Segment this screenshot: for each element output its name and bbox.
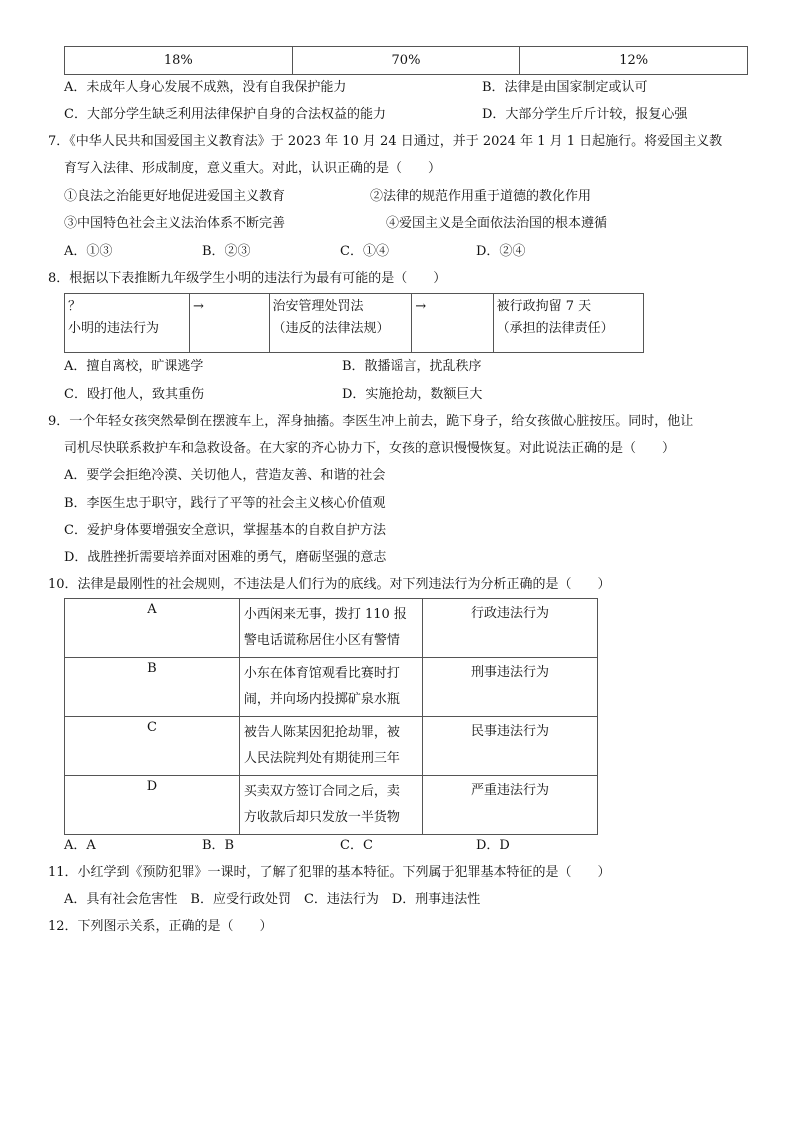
table-row — [65, 658, 598, 717]
q10-option-b: B．B — [202, 838, 235, 853]
q10-stem: 10．法律是最刚性的社会规则，不违法是人们行为的底线。对下列违法行为分析正确的是（ ） — [48, 577, 611, 592]
q10-option-d: D．D — [476, 838, 510, 853]
q10-table — [64, 598, 598, 835]
q8-table — [64, 293, 644, 353]
q7-stem-line1: 7．《中华人民共和国爱国主义教育法》于 2023 年 10 月 24 日通过，并于 2024 年 1 月 1 日起施行。将爱国主义教 — [48, 134, 723, 149]
q10-option-a: A．A — [64, 838, 96, 853]
q8-cell-arrow-2 — [412, 294, 493, 353]
q10-row-type: 严重违法行为 — [423, 776, 598, 835]
q8-act-label: 小明的违法行为 — [68, 321, 160, 336]
q6-option-d: D．大部分学生斤斤计较，报复心强 — [482, 107, 688, 122]
q9-option-d: D．战胜挫折需要培养面对困难的勇气，磨砺坚强的意志 — [64, 550, 387, 565]
q8-law-name: 治安管理处罚法 — [272, 299, 364, 314]
q8-option-d: D．实施抢劫，数额巨大 — [342, 387, 483, 402]
q8-option-a: A．擅自离校，旷课逃学 — [64, 359, 204, 374]
q7-option-a: A．①③ — [64, 244, 113, 259]
q10-row-type: 行政违法行为 — [423, 599, 598, 658]
percentage-cell-2: 70% — [292, 47, 520, 75]
q8-cell-law — [269, 294, 412, 353]
q8-result-text: 被行政拘留 7 天 — [496, 299, 592, 314]
q9-option-a: A．要学会拒绝冷漠、关切他人，营造友善、和谐的社会 — [64, 468, 386, 483]
q10-row-type: 刑事违法行为 — [423, 658, 598, 717]
q7-option-c: C．①④ — [340, 244, 389, 259]
q10-row-description — [239, 776, 422, 835]
arrow-icon: → — [193, 299, 204, 314]
q6-option-c: C．大部分学生缺乏利用法律保护自身的合法权益的能力 — [64, 107, 386, 122]
q9-stem-line2: 司机尽快联系救护车和急救设备。在大家的齐心协力下，女孩的意识慢慢恢复。对此说法正确的是（ ） — [64, 441, 676, 456]
q10-desc-line1: 小西闲来无事，拨打 110 报 — [243, 607, 407, 622]
q10-option-c: C．C — [340, 838, 373, 853]
table-row — [65, 599, 598, 658]
q10-row-description — [239, 658, 422, 717]
q7-option-b: B．②③ — [202, 244, 251, 259]
q10-desc-line1: 被告人陈某因犯抢劫罪，被 — [243, 725, 400, 740]
q8-stem: 8．根据以下表推断九年级学生小明的违法行为最有可能的是（ ） — [48, 271, 447, 286]
q7-stem-line2: 育写入法律、形成制度，意义重大。对此，认识正确的是（ ） — [64, 161, 442, 176]
q8-law-label: （违反的法律法规） — [272, 321, 390, 336]
q7-statement-2: ②法律的规范作用重于道德的教化作用 — [370, 189, 592, 204]
q10-desc-line1: 买卖双方签订合同之后，卖 — [243, 784, 400, 799]
q6-option-b: B．法律是由国家制定或认可 — [482, 80, 648, 95]
q12-stem: 12．下列图示关系，正确的是（ ） — [48, 919, 273, 934]
q10-desc-line2: 警电话谎称居住小区有警情 — [243, 633, 400, 648]
q8-cell-arrow-1 — [190, 294, 269, 353]
q8-cell-unknown — [65, 294, 190, 353]
q8-cell-result — [493, 294, 643, 353]
q10-row-key: A — [65, 599, 240, 658]
q9-option-c: C．爱护身体要增强安全意识，掌握基本的自救自护方法 — [64, 523, 386, 538]
q11-stem: 11．小红学到《预防犯罪》一课时，了解了犯罪的基本特征。下列属于犯罪基本特征的是（ ） — [48, 865, 611, 880]
q8-option-b: B．散播谣言，扰乱秩序 — [342, 359, 482, 374]
q7-statement-3: ③中国特色社会主义法治体系不断完善 — [64, 216, 286, 231]
q6-option-a: A．未成年人身心发展不成熟，没有自我保护能力 — [64, 80, 347, 95]
q9-stem-line1: 9．一个年轻女孩突然晕倒在摆渡车上，浑身抽搐。李医生冲上前去，跪下身子，给女孩做心脏按压。同时，他让 — [48, 414, 694, 429]
q10-desc-line1: 小东在体育馆观看比赛时打 — [243, 666, 400, 681]
q8-result-label: （承担的法律责任） — [496, 321, 614, 336]
q8-question-mark: ？ — [68, 299, 82, 314]
arrow-icon: → — [415, 299, 427, 314]
q10-row-key: C — [65, 717, 240, 776]
q7-statement-1: ①良法之治能更好地促进爱国主义教育 — [64, 189, 286, 204]
q10-desc-line2: 方收款后却只发放一半货物 — [243, 810, 400, 825]
table-row — [65, 776, 598, 835]
q10-row-description — [239, 599, 422, 658]
table-row — [65, 717, 598, 776]
q10-row-description — [239, 717, 422, 776]
q10-row-type: 民事违法行为 — [423, 717, 598, 776]
percentage-cell-1: 18% — [65, 47, 293, 75]
q10-row-key: B — [65, 658, 240, 717]
q10-desc-line2: 闹，并向场内投掷矿泉水瓶 — [243, 692, 400, 707]
q10-desc-line2: 人民法院判处有期徒刑三年 — [243, 751, 400, 766]
q8-option-c: C．殴打他人，致其重伤 — [64, 387, 204, 402]
q7-statement-4: ④爱国主义是全面依法治国的根本遵循 — [386, 216, 608, 231]
q9-option-b: B．李医生忠于职守，践行了平等的社会主义核心价值观 — [64, 496, 386, 511]
q10-row-key: D — [65, 776, 240, 835]
percentage-table — [64, 46, 748, 75]
q11-options: A．具有社会危害性 B．应受行政处罚 C．违法行为 D．刑事违法性 — [64, 892, 481, 907]
percentage-cell-3: 12% — [520, 47, 748, 75]
q7-option-d: D．②④ — [476, 244, 526, 259]
